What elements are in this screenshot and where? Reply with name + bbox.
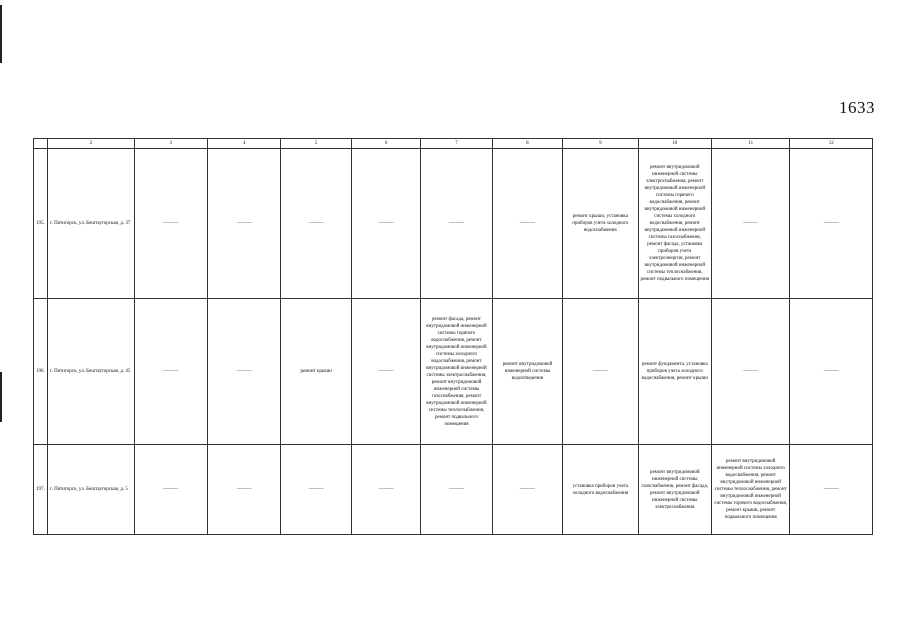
- table-cell: ремонт крыши, установка приборов учета холодного водоснабжения: [563, 149, 638, 299]
- table-cell: ———: [351, 299, 420, 445]
- table-row: [34, 445, 873, 535]
- column-header: 10: [638, 139, 711, 149]
- column-header: 3: [134, 139, 207, 149]
- page-number: 1633: [839, 98, 875, 117]
- table-cell: ———: [134, 299, 207, 445]
- table-row: [34, 299, 873, 445]
- table-cell: ремонт фасада, ремонт внутридомовой инженерной системы горячего водоснабжения, ремонт внутридомовой инженерной системы холодного водоснабжения, ремонт внутридомовой инженерной системы электроснабжения, ремонт внутридомовой инженерной системы газоснабжения, ремонт внутридомовой инженерной системы теплоснабжения, ремонт подвального помещения: [421, 299, 492, 445]
- table-cell: ремонт внутридомовой инженерной системы газоснабжения, ремонт фасада, ремонт внутридомовой инженерной системы электроснабжения: [638, 445, 711, 535]
- table-cell: ———: [208, 299, 281, 445]
- table-cell: установка приборов учета холодного водоснабжения: [563, 445, 638, 535]
- table-cell: ———: [281, 149, 351, 299]
- table-cell: ремонт крыши: [281, 299, 351, 445]
- column-header: 4: [208, 139, 281, 149]
- column-header: 9: [563, 139, 638, 149]
- table-cell: ———: [563, 299, 638, 445]
- row-number: 197.: [34, 445, 48, 535]
- table-cell: ремонт внутридомовой инженерной системы электроснабжения, ремонт внутридомовой инженерной системы горячего водоснабжения, ремонт внутридомовой инженерной системы холодного водоснабжения, ремонт внутридомовой инженерной системы газоснабжения, ремонт фасада, установка приборов учета электроэнергии, ремонт внутридомовой инженерной системы теплоснабжения, ремонт подвального помещения: [638, 149, 711, 299]
- row-number: 195.: [34, 149, 48, 299]
- row-address: г. Пятигорск, ул. Бештаугорская, д. 45: [48, 299, 135, 445]
- table-cell: ———: [711, 149, 789, 299]
- table-cell: ———: [281, 445, 351, 535]
- column-header: [34, 139, 48, 149]
- table-cell: ———: [208, 445, 281, 535]
- column-header: 5: [281, 139, 351, 149]
- table-cell: ———: [208, 149, 281, 299]
- column-header: 8: [492, 139, 562, 149]
- row-address: г. Пятигорск, ул. Бештаугорская, д. 37: [48, 149, 135, 299]
- table-cell: ———: [711, 299, 789, 445]
- table-cell: ———: [134, 149, 207, 299]
- table-cell: ремонт фундамента, установка приборов учета холодного водоснабжения, ремонт крыши: [638, 299, 711, 445]
- row-address: г. Пятигорск, ул. Бештаугорская, д. 5: [48, 445, 135, 535]
- table-cell: ———: [421, 445, 492, 535]
- scan-edge-mark: [0, 5, 2, 63]
- table-cell: ———: [492, 149, 562, 299]
- scan-edge-mark: [0, 372, 2, 422]
- column-header: 11: [711, 139, 789, 149]
- table-cell: ———: [134, 445, 207, 535]
- table-cell: ———: [790, 149, 873, 299]
- column-header: 12: [790, 139, 873, 149]
- table-cell: ———: [351, 149, 420, 299]
- column-header: 2: [48, 139, 135, 149]
- repair-schedule-table: [33, 138, 873, 535]
- table-cell: ———: [790, 445, 873, 535]
- table-cell: ремонт внутридомовой инженерной системы водоотведения: [492, 299, 562, 445]
- table-row: [34, 149, 873, 299]
- table-cell: ремонт внутридомовой инженерной системы холодного водоснабжения, ремонт внутридомовой инженерной системы теплоснабжения, ремонт внутридомовой инженерной системы горячего водоснабжения, ремонт крыши, ремонт подвального помещения: [711, 445, 789, 535]
- table-cell: ———: [492, 445, 562, 535]
- column-header: 6: [351, 139, 420, 149]
- header-row: [34, 139, 873, 149]
- table-cell: ———: [351, 445, 420, 535]
- column-header: 7: [421, 139, 492, 149]
- table-cell: ———: [421, 149, 492, 299]
- table-cell: ———: [790, 299, 873, 445]
- row-number: 196.: [34, 299, 48, 445]
